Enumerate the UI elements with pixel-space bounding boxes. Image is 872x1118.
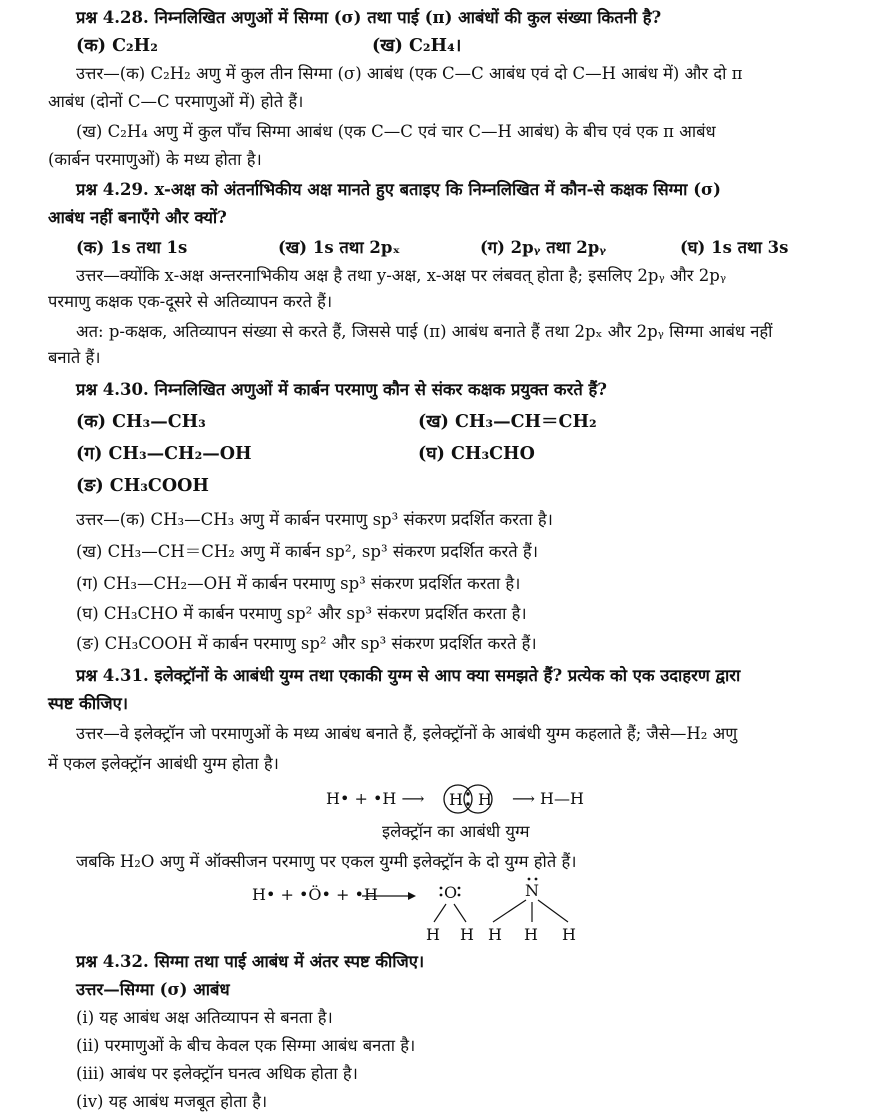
n-h-bond xyxy=(493,900,526,922)
ammonia-hydrogen: H xyxy=(488,925,502,944)
eq1-lhs: H• + •H ⟶ xyxy=(326,789,425,808)
q428-answer-b-line2: (कार्बन परमाणुओं) के मध्य होता है। xyxy=(48,150,262,169)
q430-option-b: (ख) CH₃—CH＝CH₂ xyxy=(418,412,597,432)
q430-answer-a: उत्तर—(क) CH₃—CH₃ अणु में कार्बन परमाणु sp³ संकरण प्रदर्शित करता है। xyxy=(76,510,553,529)
q432-point-1: (i) यह आबंध अक्ष अतिव्यापन से बनता है। xyxy=(76,1008,333,1027)
o-h-bond xyxy=(454,904,466,922)
eq1-right-atom: H xyxy=(478,790,492,809)
shared-electron-bottom xyxy=(466,802,469,805)
q431-question-line1: प्रश्न 4.31. इलेक्ट्रॉनों के आबंधी युग्म तथा एकाकी युग्म से आप क्या समझते हैं? प्रत्येक को एक उदाहरण द्वारा xyxy=(76,666,741,685)
q431-answer-line2: में एकल इलेक्ट्रॉन आबंधी युग्म होता है। xyxy=(48,754,279,773)
q431-answer-line1: उत्तर—वे इलेक्ट्रॉन जो परमाणुओं के मध्य आबंध बनाते हैं, इलेक्ट्रॉनों के आबंधी युग्म कहलाते हैं; जैसे—H₂ अणु xyxy=(76,724,738,743)
q430-option-c: (ग) CH₃—CH₂—OH xyxy=(76,444,252,464)
q429-question-line2: आबंध नहीं बनाएँगे और क्यों? xyxy=(48,208,227,227)
o-lone-pair-dot xyxy=(458,887,461,890)
q429-question-line1: प्रश्न 4.29. x-अक्ष को अंतर्नाभिकीय अक्ष मानते हुए बताइए कि निम्नलिखित में कौन-से कक्षक सिग्मा (σ) xyxy=(76,180,721,199)
q432-point-4: (iv) यह आबंध मजबूत होता है। xyxy=(76,1092,268,1111)
q430-answer-e: (ङ) CH₃COOH में कार्बन परमाणु sp² और sp³ संकरण प्रदर्शित करते हैं। xyxy=(76,634,537,653)
eq1-rhs: ⟶ H—H xyxy=(512,789,584,808)
eq1-caption: इलेक्ट्रॉन का आबंधी युग्म xyxy=(382,822,530,841)
q429-answer-line1: उत्तर—क्योंकि x-अक्ष अन्तरनाभिकीय अक्ष है तथा y-अक्ष, x-अक्ष पर लंबवत् होता है; इसलिए 2pᵧ और 2pᵧ xyxy=(76,266,727,285)
water-oxygen: O xyxy=(444,883,458,902)
o-lone-pair-dot xyxy=(440,894,443,897)
q429-answer-line4: बनाते हैं। xyxy=(48,348,101,367)
q429-option-c: (ग) 2pᵧ तथा 2pᵧ xyxy=(480,238,607,257)
o-lone-pair-dot xyxy=(440,887,443,890)
q430-option-d: (घ) CH₃CHO xyxy=(418,444,535,464)
o-h-bond xyxy=(434,904,446,922)
q430-option-a: (क) CH₃—CH₃ xyxy=(76,412,206,432)
q432-answer-heading: उत्तर—सिग्मा (σ) आबंध xyxy=(76,980,230,999)
n-lone-pair-dot xyxy=(528,878,531,881)
q431-question-line2: स्पष्ट कीजिए। xyxy=(48,694,129,713)
q428-answer-a-line1: उत्तर—(क) C₂H₂ अणु में कुल तीन सिग्मा (σ) आबंध (एक C—C आबंध एवं दो C—H आबंध में) और दो π xyxy=(76,64,743,83)
q428-answer-b-line1: (ख) C₂H₄ अणु में कुल पाँच सिग्मा आबंध (एक C—C एवं चार C—H आबंध) के बीच एवं एक π आबंध xyxy=(76,122,716,141)
water-hydrogen: H xyxy=(426,925,440,944)
q428-question: प्रश्न 4.28. निम्नलिखित अणुओं में सिग्मा (σ) तथा पाई (π) आबंधों की कुल संख्या कितनी है? xyxy=(76,8,662,27)
q430-answer-d: (घ) CH₃CHO में कार्बन परमाणु sp² और sp³ संकरण प्रदर्शित करता है। xyxy=(76,604,527,623)
n-lone-pair-dot xyxy=(535,878,538,881)
o-lone-pair-dot xyxy=(458,894,461,897)
shared-electron-top xyxy=(466,792,469,795)
q429-answer-line3: अत: p-कक्षक, अतिव्यापन संख्या से करते हैं, जिससे पाई (π) आबंध बनाते हैं तथा 2pₓ और 2pᵧ सिग्मा आबंध नहीं xyxy=(76,322,773,341)
h2-bond-formation-diagram xyxy=(320,778,640,818)
water-hydrogen: H xyxy=(460,925,474,944)
q428-option-b: (ख) C₂H₄। xyxy=(372,36,462,56)
q430-answer-c: (ग) CH₃—CH₂—OH में कार्बन परमाणु sp³ संकरण प्रदर्शित करता है। xyxy=(76,574,521,593)
q430-answer-b: (ख) CH₃—CH＝CH₂ अणु में कार्बन sp², sp³ संकरण प्रदर्शित करते हैं। xyxy=(76,542,538,561)
q429-option-a: (क) 1s तथा 1s xyxy=(76,238,188,257)
q431-answer-line3: जबकि H₂O अणु में ऑक्सीजन परमाणु पर एकल युग्मी इलेक्ट्रॉन के दो युग्म होते हैं। xyxy=(76,852,577,871)
q432-point-3: (iii) आबंध पर इलेक्ट्रॉन घनत्व अधिक होता है। xyxy=(76,1064,358,1083)
q432-point-2: (ii) परमाणुओं के बीच केवल एक सिग्मा आबंध बनता है। xyxy=(76,1036,416,1055)
reaction-arrowhead xyxy=(408,892,416,900)
q429-option-d: (घ) 1s तथा 3s xyxy=(680,238,789,257)
q429-option-b: (ख) 1s तथा 2pₓ xyxy=(278,238,401,257)
q430-option-e: (ङ) CH₃COOH xyxy=(76,476,209,496)
eq1-left-atom: H xyxy=(449,790,463,809)
water-ammonia-structure-diagram xyxy=(250,876,590,948)
q430-question: प्रश्न 4.30. निम्नलिखित अणुओं में कार्बन परमाणु कौन से संकर कक्षक प्रयुक्त करते हैं? xyxy=(76,380,607,399)
ammonia-nitrogen: N xyxy=(525,881,539,900)
q428-option-a: (क) C₂H₂ xyxy=(76,36,158,56)
n-h-bond xyxy=(538,900,568,922)
q432-question: प्रश्न 4.32. सिग्मा तथा पाई आबंध में अंतर स्पष्ट कीजिए। xyxy=(76,952,425,971)
q428-answer-a-line2: आबंध (दोनों C—C परमाणुओं में) होते हैं। xyxy=(48,92,304,111)
eq2-lhs: H• + •Ö• + •H xyxy=(252,885,378,904)
ammonia-hydrogen: H xyxy=(562,925,576,944)
q429-answer-line2: परमाणु कक्षक एक-दूसरे से अतिव्यापन करते हैं। xyxy=(48,292,333,311)
ammonia-hydrogen: H xyxy=(524,925,538,944)
